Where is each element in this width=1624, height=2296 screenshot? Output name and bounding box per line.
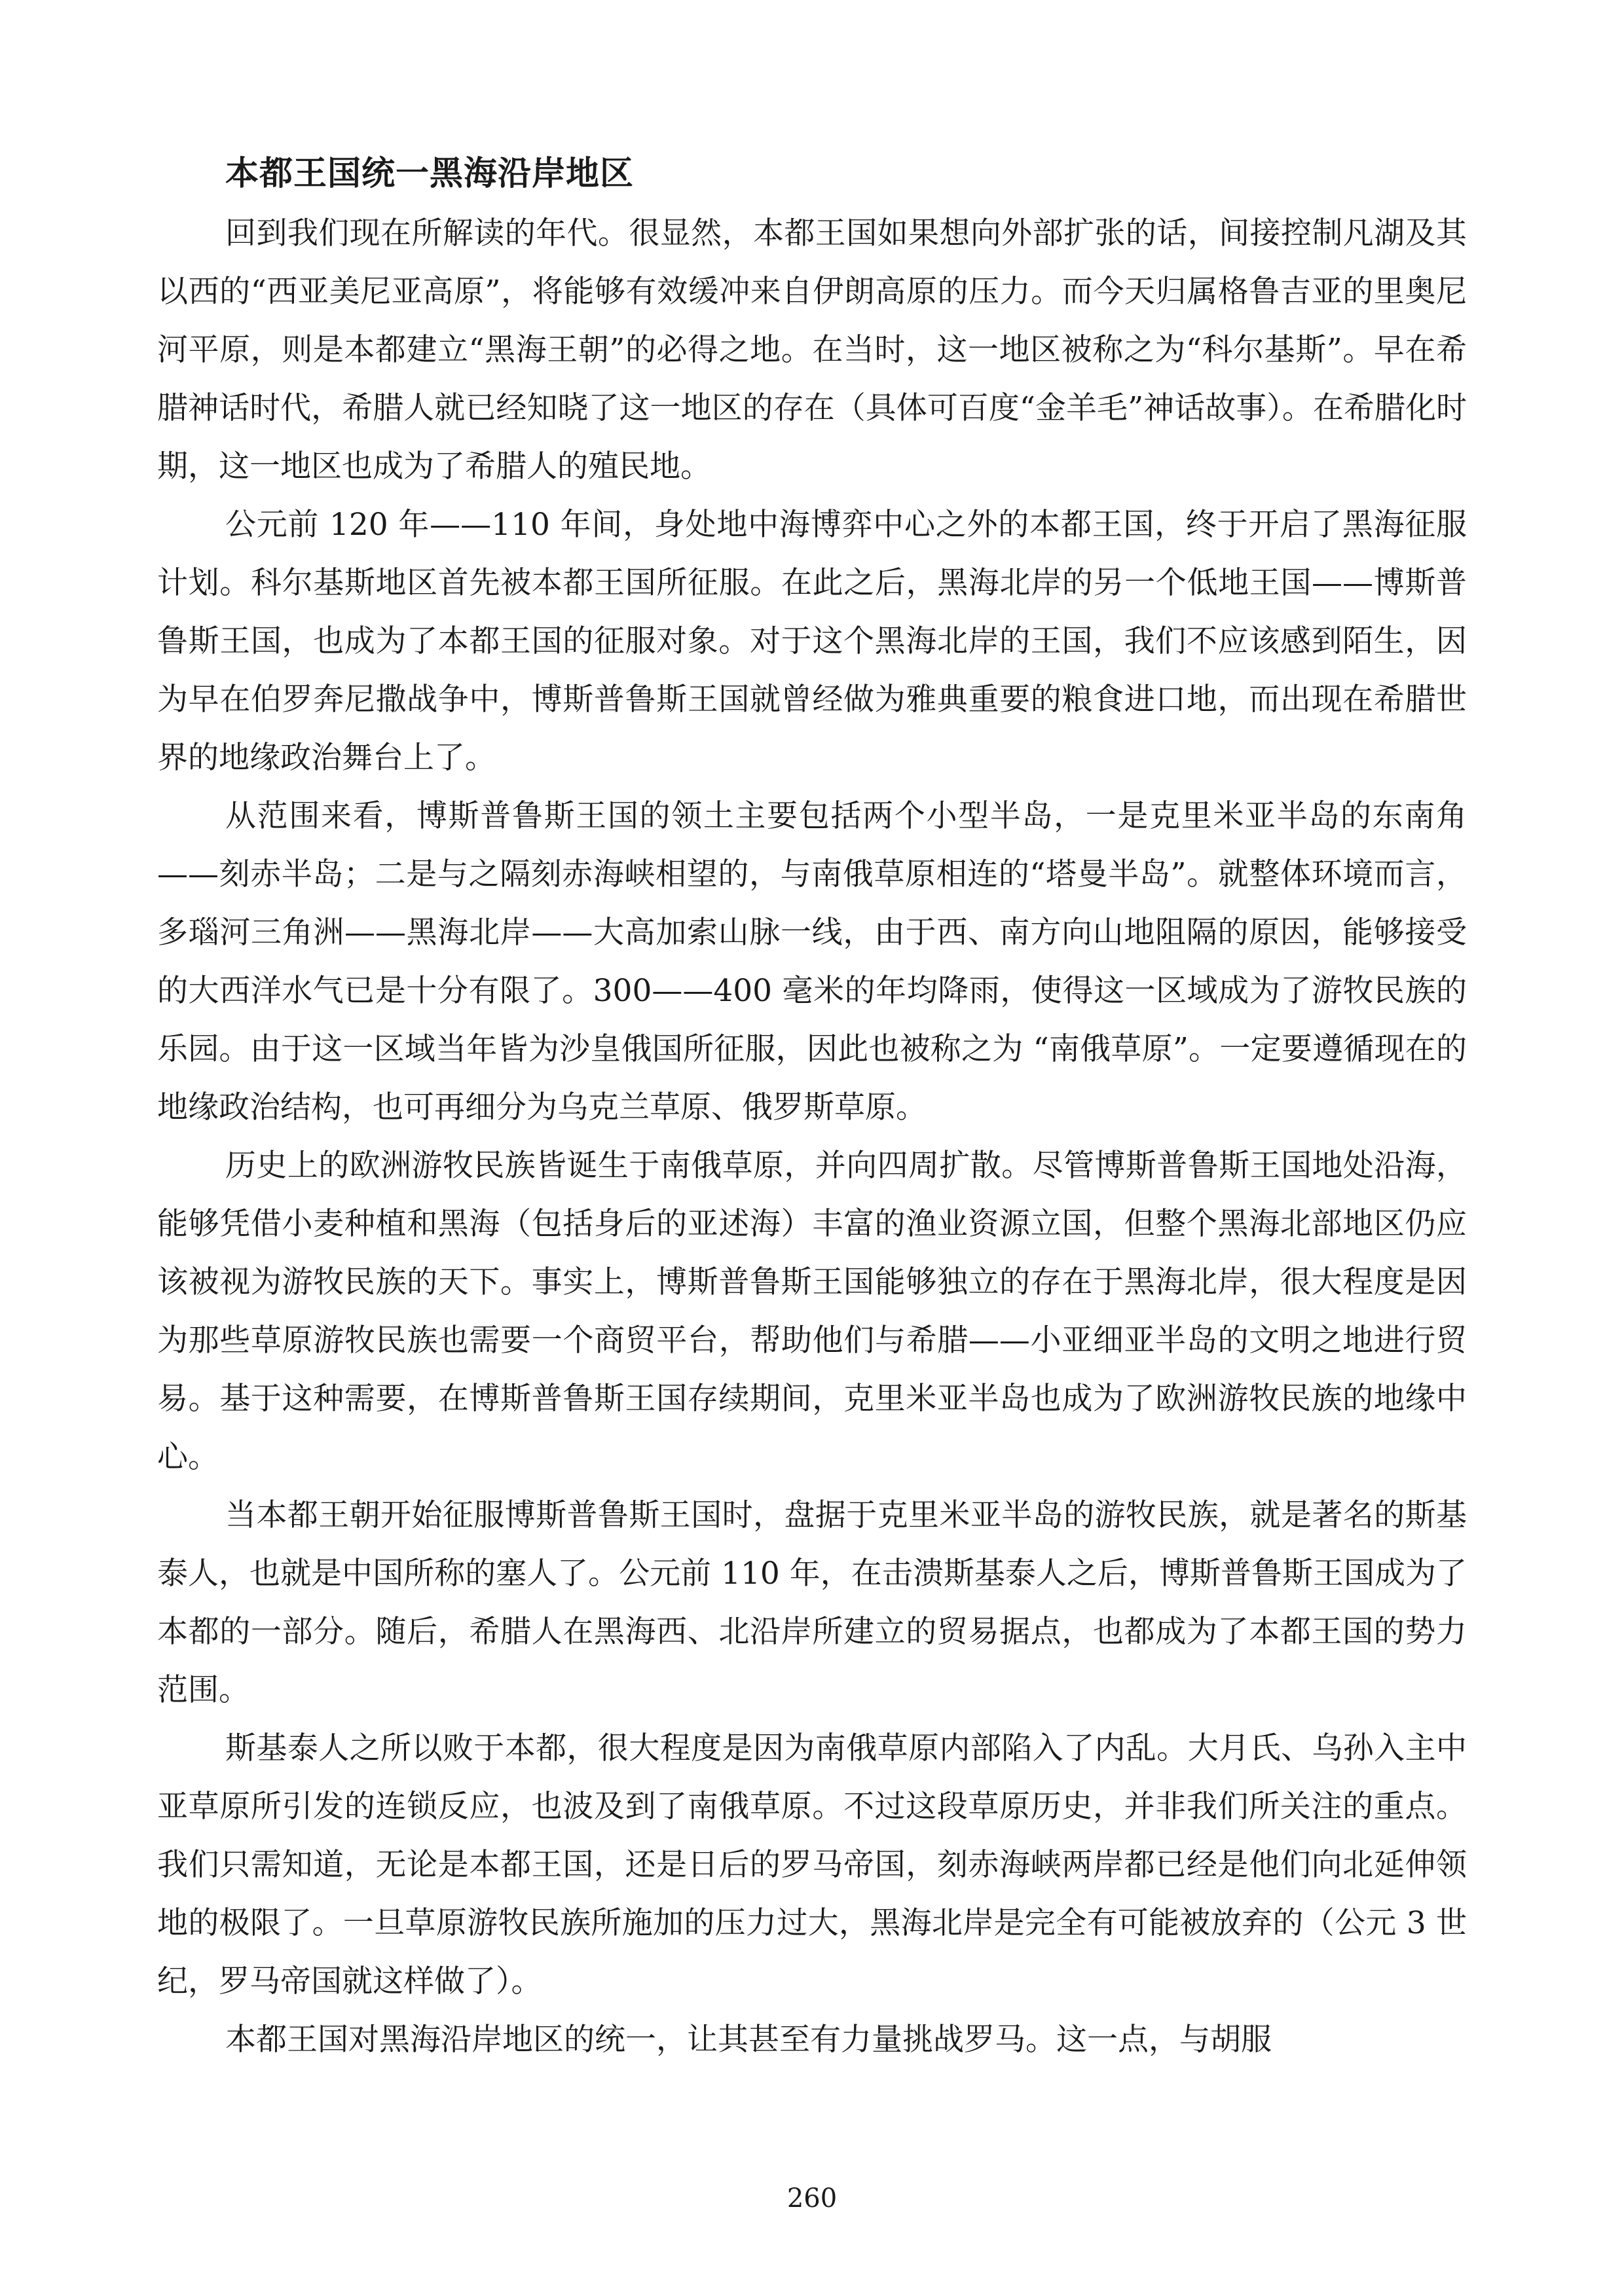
paragraph: 本都王国对黑海沿岸地区的统一，让其甚至有力量挑战罗马。这一点，与胡服 [225, 2022, 1272, 2058]
body-text [157, 204, 1467, 2069]
paragraph: 当本都王朝开始征服博斯普鲁斯王国时，盘据于克里米亚半岛的游牧民族，就是著名的斯基泰人，也就是中国所称的塞人了。公元前 110 年，在击溃斯基泰人之后，博斯普鲁斯王国成为了本都的一部分。随后，希腊人在黑海西、北沿岸所建立的贸易据点，也都成为了本都王国的势力范围。 [157, 1497, 1467, 1708]
paragraph: 从范围来看，博斯普鲁斯王国的领土主要包括两个小型半岛，一是克里米亚半岛的东南角——刻赤半岛；二是与之隔刻赤海峡相望的，与南俄草原相连的“塔曼半岛”。就整体环境而言，多瑙河三角洲——黑海北岸——大高加索山脉一线，由于西、南方向山地阻隔的原因，能够接受的大西洋水气已是十分有限了。300——400 毫米的年均降雨，使得这一区域成为了游牧民族的乐园。由于这一区域当年皆为沙皇俄国所征服，因此也被称之为 “南俄草原”。一定要遵循现在的地缘政治结构，也可再细分为乌克兰草原、俄罗斯草原。 [157, 798, 1467, 1125]
paragraph: 历史上的欧洲游牧民族皆诞生于南俄草原，并向四周扩散。尽管博斯普鲁斯王国地处沿海，能够凭借小麦种植和黑海（包括身后的亚述海）丰富的渔业资源立国，但整个黑海北部地区仍应该被视为游牧民族的天下。事实上，博斯普鲁斯王国能够独立的存在于黑海北岸，很大程度是因为那些草原游牧民族也需要一个商贸平台，帮助他们与希腊——小亚细亚半岛的文明之地进行贸易。基于这种需要，在博斯普鲁斯王国存续期间，克里米亚半岛也成为了欧洲游牧民族的地缘中心。 [157, 1148, 1467, 1475]
paragraph: 斯基泰人之所以败于本都，很大程度是因为南俄草原内部陷入了内乱。大月氏、乌孙入主中亚草原所引发的连锁反应，也波及到了南俄草原。不过这段草原历史，并非我们所关注的重点。我们只需知道，无论是本都王国，还是日后的罗马帝国，刻赤海峡两岸都已经是他们向北延伸领地的极限了。一旦草原游牧民族所施加的压力过大，黑海北岸是完全有可能被放弃的（公元 3 世纪，罗马帝国就这样做了）。 [157, 1730, 1467, 1999]
page-number: 260 [786, 2183, 838, 2214]
paragraph: 公元前 120 年——110 年间，身处地中海博弈中心之外的本都王国，终于开启了黑海征服计划。科尔基斯地区首先被本都王国所征服。在此之后，黑海北岸的另一个低地王国——博斯普鲁斯王国，也成为了本都王国的征服对象。对于这个黑海北岸的王国，我们不应该感到陌生，因为早在伯罗奔尼撒战争中，博斯普鲁斯王国就曾经做为雅典重要的粮食进口地，而出现在希腊世界的地缘政治舞台上了。 [157, 507, 1467, 776]
section-title: 本都王国统一黑海沿岸地区 [225, 155, 635, 193]
paragraph: 回到我们现在所解读的年代。很显然，本都王国如果想向外部扩张的话，间接控制凡湖及其以西的“西亚美尼亚高原”，将能够有效缓冲来自伊朗高原的压力。而今天归属格鲁吉亚的里奥尼河平原，则是本都建立“黑海王朝”的必得之地。在当时，这一地区被称之为“科尔基斯”。早在希腊神话时代，希腊人就已经知晓了这一地区的存在（具体可百度“金羊毛”神话故事）。在希腊化时期，这一地区也成为了希腊人的殖民地。 [157, 215, 1467, 484]
